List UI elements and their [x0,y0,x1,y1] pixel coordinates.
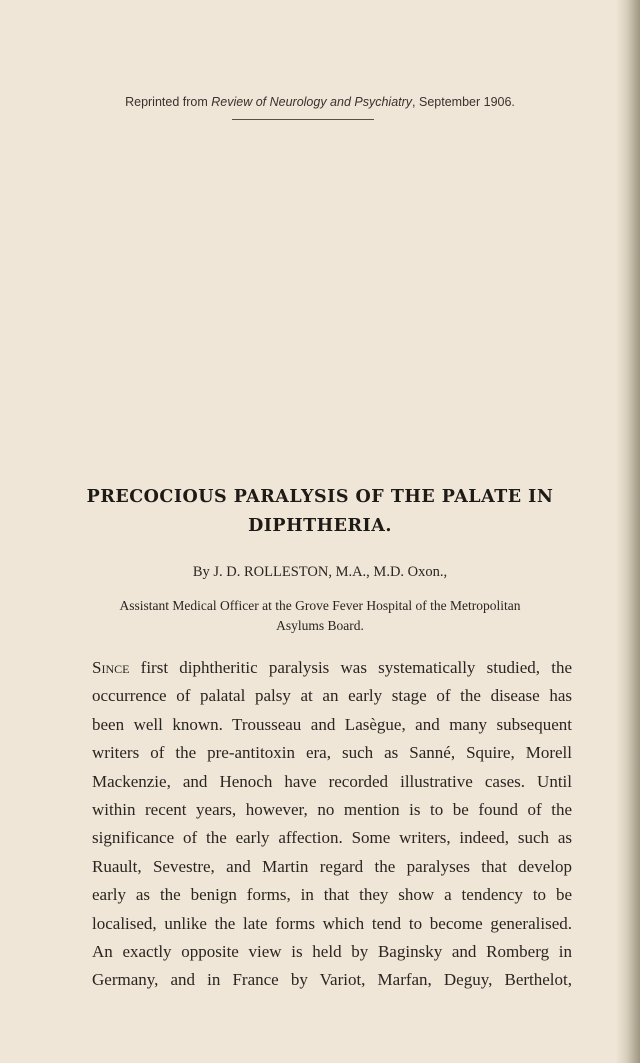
body-line: writers of the pre-antitoxin era, such as Sanné, Squire, Morell [92,743,572,763]
body-line: occurrence of palatal palsy at an early stage of the disease has [92,686,572,706]
title-line-1: PRECOCIOUS PARALYSIS OF THE PALATE IN [86,487,554,507]
reprint-date: , September 1906. [412,95,515,109]
body-line: Mackenzie, and Henoch have recorded illustrative cases. Until [92,771,572,791]
title-line-2: DIPHTHERIA. [248,516,392,536]
body-line: within recent years, however, no mention is to be found of the [92,800,572,820]
opening-word: Since [92,658,130,677]
article-body [92,654,572,995]
body-line: Since first diphtheritic paralysis was systematically studied, the [92,658,572,677]
author-affiliation [0,596,640,636]
body-line: early as the benign forms, in that they show a tendency to be [92,885,572,905]
reprint-notice [0,95,640,109]
body-line: An exactly opposite view is held by Baginsky and Romberg in [92,942,572,962]
affiliation-line-1: Assistant Medical Officer at the Grove Fever Hospital of the Metropolitan [119,598,521,613]
affiliation-line-2: Asylums Board. [276,618,364,633]
article-title [0,483,640,541]
author-byline: By J. D. ROLLESTON, M.A., M.D. Oxon., [192,564,448,580]
body-line: significance of the early affection. Some writers, indeed, such as [92,828,572,848]
journal-name: Review of Neurology and Psychiatry [211,95,413,109]
header-rule [232,119,374,120]
reprint-prefix: Reprinted from [125,95,212,109]
body-line: localised, unlike the late forms which tend to become generalised. [92,913,572,933]
body-line: been well known. Trousseau and Lasègue, and many subsequent [92,714,572,734]
body-line: Germany, and in France by Variot, Marfan, Deguy, Berthelot, [92,970,572,990]
body-line: Ruault, Sevestre, and Martin regard the paralyses that develop [92,856,572,876]
